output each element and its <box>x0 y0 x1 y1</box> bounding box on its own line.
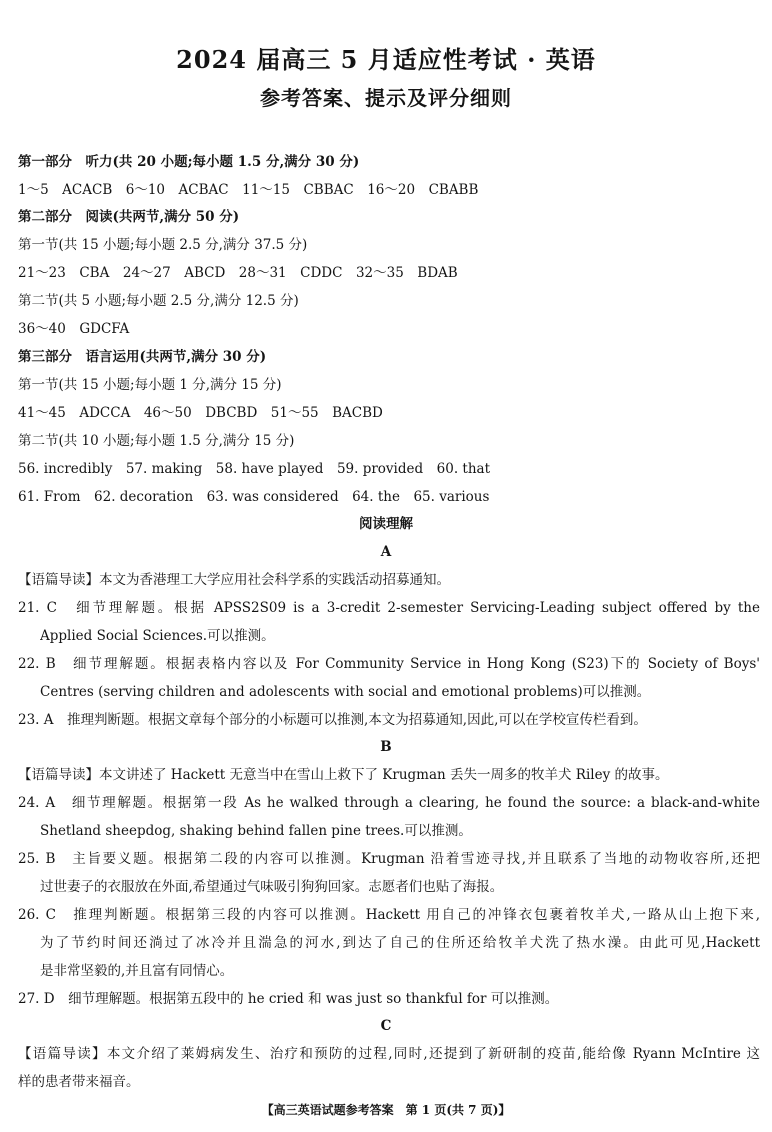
reading-section-title: 阅读理解 <box>359 516 413 532</box>
passage-c-intro-line2: 样的患者带来福音。 <box>18 1074 140 1090</box>
passage-label-b: B <box>380 739 392 755</box>
part1-heading: 第一部分 听力(共 20 小题;每小题 1.5 分,满分 30 分) <box>18 154 360 170</box>
q23-line1: 23. A 推理判断题。根据文章每个部分的小标题可以推测,本文为招募通知,因此,可以在学校宣传栏看到。 <box>18 712 647 728</box>
part3-section2-line2: 61. From 62. decoration 63. was considered 64. the 65. various <box>18 489 490 505</box>
passage-c-intro-line1: 【语篇导读】本文介绍了莱姆病发生、治疗和预防的过程,同时,还提到了新研制的疫苗,能给像 Ryann McIntire 这 <box>18 1046 760 1062</box>
q27-line1: 27. D 细节理解题。根据第五段中的 he cried 和 was just so thankful for 可以推测。 <box>18 991 559 1007</box>
q26-line1: 26. C 推理判断题。根据第三段的内容可以推测。Hackett 用自己的冲锋衣包裹着牧羊犬,一路从山上抱下来, <box>18 907 760 923</box>
q25-line1: 25. B 主旨要义题。根据第二段的内容可以推测。Krugman 沿着雪迹寻找,并且联系了当地的动物收容所,还把 <box>18 851 760 867</box>
q22-line1: 22. B 细节理解题。根据表格内容以及 For Community Service in Hong Kong (S23)下的 Society of Boys' <box>18 656 760 672</box>
part3-section1-answers: 41～45 ADCCA 46～50 DBCBD 51～55 BACBD <box>18 405 383 421</box>
q25-line2: 过世妻子的衣服放在外面,希望通过气味吸引狗狗回家。志愿者们也贴了海报。 <box>40 879 504 895</box>
q24-line2: Shetland sheepdog, shaking behind fallen pine trees.可以推测。 <box>40 823 472 839</box>
passage-label-a: A <box>380 544 392 560</box>
q24-line1: 24. A 细节理解题。根据第一段 As he walked through a clearing, he found the source: a black-and-white <box>18 795 760 811</box>
part2-section1-heading: 第一节(共 15 小题;每小题 2.5 分,满分 37.5 分) <box>18 237 308 253</box>
page-title: 2024 届高三 5 月适应性考试 · 英语 <box>176 45 596 74</box>
passage-label-c: C <box>380 1018 392 1034</box>
passage-a-intro: 【语篇导读】本文为香港理工大学应用社会科学系的实践活动招募通知。 <box>18 572 450 588</box>
q26-line3: 是非常坚毅的,并且富有同情心。 <box>40 963 234 979</box>
part3-section2-heading: 第二节(共 10 小题;每小题 1.5 分,满分 15 分) <box>18 433 295 449</box>
page-footer: 【高三英语试题参考答案 第 1 页(共 7 页)】 <box>261 1103 511 1117</box>
part1-answers: 1～5 ACACB 6～10 ACBAC 11～15 CBBAC 16～20 CBABB <box>18 182 479 198</box>
part2-section1-answers: 21～23 CBA 24～27 ABCD 28～31 CDDC 32～35 BDAB <box>18 265 458 281</box>
q21-line1: 21. C 细节理解题。根据 APSS2S09 is a 3-credit 2-semester Servicing-Leading subject offered by the <box>18 600 760 616</box>
q22-line2: Centres (serving children and adolescents with social and emotional problems)可以推测。 <box>40 684 651 700</box>
part3-heading: 第三部分 语言运用(共两节,满分 30 分) <box>18 349 267 365</box>
q26-line2: 为了节约时间还淌过了冰冷并且湍急的河水,到达了自己的住所还给牧羊犬洗了热水澡。由此可见,Hackett <box>40 935 760 951</box>
part2-section2-answers: 36～40 GDCFA <box>18 321 130 337</box>
part3-section1-heading: 第一节(共 15 小题;每小题 1 分,满分 15 分) <box>18 377 282 393</box>
part2-heading: 第二部分 阅读(共两节,满分 50 分) <box>18 209 240 225</box>
passage-b-intro: 【语篇导读】本文讲述了 Hackett 无意当中在雪山上救下了 Krugman 丢失一周多的牧羊犬 Riley 的故事。 <box>18 767 669 783</box>
page-subtitle: 参考答案、提示及评分细则 <box>260 86 512 110</box>
part3-section2-line1: 56. incredibly 57. making 58. have played 59. provided 60. that <box>18 461 490 477</box>
q21-line2: Applied Social Sciences.可以推测。 <box>40 628 275 644</box>
part2-section2-heading: 第二节(共 5 小题;每小题 2.5 分,满分 12.5 分) <box>18 293 299 309</box>
